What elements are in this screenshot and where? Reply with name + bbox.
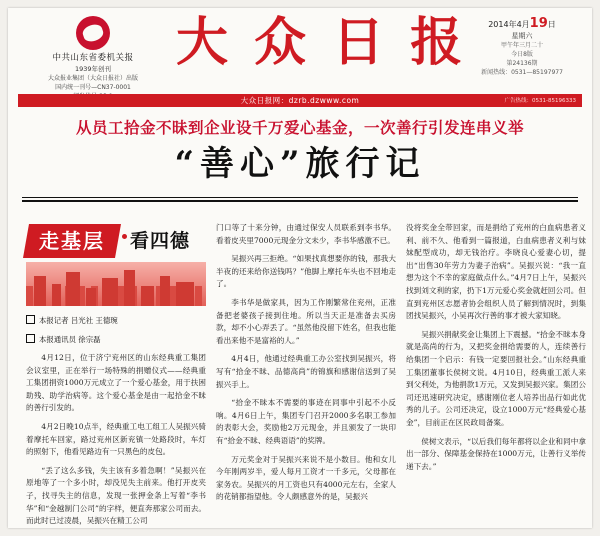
paragraph: 没将奖金全带回家，而是捐给了兖州的白血病患者义利、前不久、他看到一篇报道，白血病患者义利与妹妹配型成功，却无钱治疗。李晓良心爱妻心切，提出“出售30年劳力为妻子治病”。吴振兴说：“我一直想为这个不幸的家庭做点什么。”4月7日上午，吴振兴找到刘文利的家，扔下1万元爱心奖金就赶回公司。但直到兖州区志愿者协会组织人员了解到情况时，到集团找吴振兴，小吴再次行善的事才被大家知晓。 [406, 223, 586, 321]
headline-block [8, 107, 592, 191]
column-1 [26, 222, 206, 528]
paragraph: 万元奖金对于吴振兴来说不是小数目。他和女儿今年刚两岁半，爱人每月工资才一千多元，父母都在家务农。吴振兴的月工资也只有4000元左右，全家人的花销都指望他。令人颇感意外的是，吴振兴 [216, 454, 396, 502]
newspaper-logo-icon [76, 16, 110, 50]
website-bar [18, 94, 582, 107]
website-label: 大众日报网： [240, 96, 289, 105]
masthead [8, 8, 592, 94]
series-logo [26, 222, 206, 308]
issue-date [462, 18, 582, 31]
website-url[interactable] [241, 95, 360, 106]
byline-correspondent [26, 333, 206, 346]
paragraph: 吴振兴再三拒绝。“如果找真想要你的钱，那我大半夜的还来给你送钱吗？”他脚上摩托车头也不回地走了。 [216, 254, 396, 289]
paragraph: “丢了这么多钱，失主该有多着急啊！”吴振兴在原地等了一个多小时，却没见失主前来。他打开皮夹子，找寻失主的信息，发现一张押金条上写着“李书华”和“金越制门公司”的字样，便直奔那家公司而去。而此时已过凌晨，吴振兴在精工公司 [26, 465, 206, 526]
issue-date-prefix: 2014年4月 [488, 20, 530, 29]
headline-main: “善心”旅行记 [174, 144, 426, 184]
masthead-title [176, 12, 467, 80]
newspaper-name: 大 众 日 报 [176, 12, 467, 73]
rule-thick [22, 200, 578, 202]
headline-shoulder: 从员工拾金不昧到企业设千万爱心基金，一次善行引发连串义举 [75, 118, 524, 137]
paper-sheet [8, 8, 592, 528]
ad-hotline: 广告热线：0531-85196333 [504, 98, 576, 104]
rule-thin-top [22, 197, 578, 198]
byline-correspondent-text: 本报通讯员 徐宗磊 [39, 335, 101, 344]
publisher-org: 中共山东省委机关报 [52, 53, 134, 63]
publisher-cn-number: 国内统一刊号—CN37-0001 [55, 84, 131, 91]
news-hotline: 新闻热线：0531—85197977 [481, 69, 563, 76]
paragraph: 门口等了十来分钟，由通过保安人员联系到李书华。看着皮夹里7000元现金分文未少，李书华感激不已。 [216, 223, 396, 245]
paragraph: 吴振兴捐献奖金让集团上下震撼。“拾金不昧本身就是高尚的行为，又把奖金捐给需要的人，连续善行给集团一个启示：有钱一定要回报社会。”山东经典重工集团董事长侯树文说。4月10日，经典重工派人来到父利处，为他捐款1万元，又发到吴振兴家。集团公司还迅速研究决定，感谢刚位老人培养出品行如此优秀的儿子。公司还决定，设立1000万元“经典爱心基金”，目前正在区民政局备案。 [406, 329, 586, 427]
issue-date-day: 19 [529, 16, 548, 31]
column-2 [216, 222, 396, 528]
publisher-founded: 1939年创刊 [74, 65, 112, 73]
column-3 [406, 222, 586, 528]
byline-reporter: 本报记者 吕光社 王德琬 [39, 316, 118, 325]
article-columns [26, 222, 590, 528]
paragraph: 4月4日，他通过经典重工办公室找到吴振兴，将写有“拾金不昧、品德高尚”的锦旗和感谢信送到了吴振兴手上。 [216, 354, 396, 389]
paragraph: 侯树文表示，“以后我们每年都将以企业和同中拿出一部分、保障基金保持在1000万元，让善行义举传递下去。” [406, 436, 586, 471]
masthead-publisher-info [18, 16, 168, 101]
issue-number: 第24136期 [506, 60, 538, 67]
masthead-date-block [462, 18, 582, 77]
skyline-illustration [26, 262, 206, 306]
paragraph: 4月12日，位于济宁兖州区的山东经典重工集团会议室里，正在举行一场特殊的捐赠仪式——经典重工集团捐资1000万元成立了一个爱心基金，用于扶困助残、助学治病等。这个爱心基金是由一起拾金不昧的善行引发的。 [26, 353, 206, 413]
series-logo-red-text: 走基层 [39, 229, 105, 253]
series-logo-red [23, 224, 121, 258]
publisher-group: 大众报业集团（大众日报社）出版 [47, 75, 138, 82]
issue-weekday: 星期六 [511, 32, 533, 40]
byline [26, 314, 206, 327]
byline-box-icon [26, 315, 35, 324]
issue-lunar: 甲午年三月二十 [500, 42, 543, 49]
paragraph: 李书华是做家具，因为工作刚繁常住兖州，正准备把老婆孩子接到住地。所以当天正是准备去买房款，却不小心弄丢了。“虽然他没留下姓名，但我也能看出来他不是富裕的人。” [216, 297, 396, 345]
series-logo-dot-icon [122, 234, 127, 239]
byline-box-icon-2 [26, 334, 35, 343]
issue-date-suffix: 日 [547, 20, 556, 29]
paragraph: “拾金不昧本不需要的事迹在同事中引起不小反响。4月6日上午，集团专门召开2000多名职工参加的表彰大会，奖励他2万元现金，并且颁发了一块印有“拾金不昧、经典语语”的奖牌。 [216, 398, 396, 445]
website-address: dzrb.dzwww.com [288, 96, 360, 105]
issue-pages: 今日8版 [511, 51, 533, 58]
series-logo-black-text: 看四德 [130, 230, 191, 252]
paragraph: 4月2日晚10点半，经典重工电工组工人吴振兴骑着摩托车回家，路过兖州区新兖镇一处路段时，车灯的照射下，他看见路边有一只黑色的皮包。 [26, 421, 206, 457]
